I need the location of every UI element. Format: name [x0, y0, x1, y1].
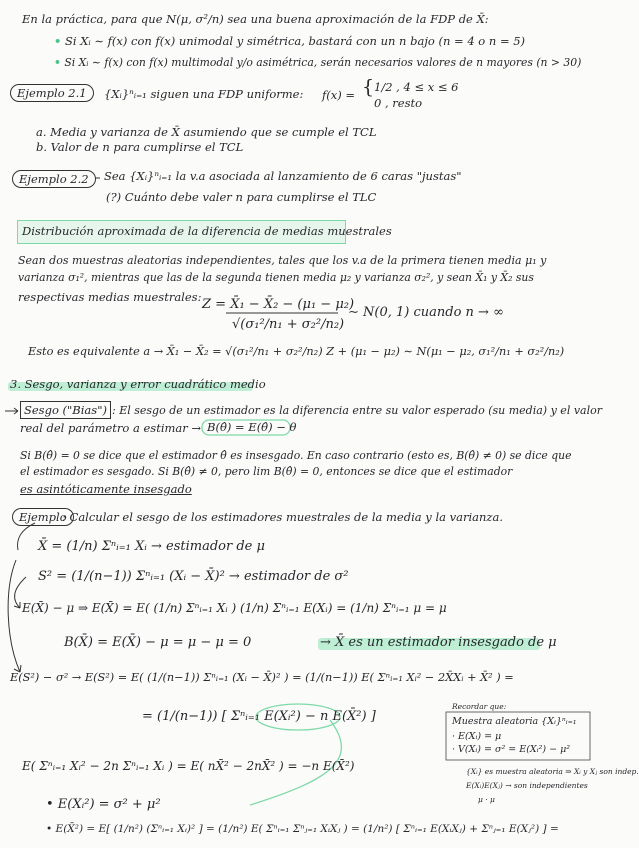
section-diff-p1: Sean dos muestras aleatorias independientes, tales que los v.a de la primera tienen media μ₁ y — [18, 254, 547, 267]
equivalence-line: Esto es equivalente a → X̄₁ − X̄₂ = √(σ₁²/n₁ + σ₂²/n₂) Z + (μ₁ − μ₂) ∼ N(μ₁ − μ₂, σ₁²/n₁ + σ₂²/n₂) — [28, 345, 565, 358]
xbar-estimator: X̄ = (1/n) Σⁿᵢ₌₁ Xᵢ → estimador de μ — [38, 539, 265, 554]
side-note-2: E(Xᵢ)E(Xⱼ) → son independientes — [466, 781, 588, 790]
ejemplo-2-2-line-2: (?) Cuánto debe valer n para cumplirse el TLC — [106, 190, 377, 204]
expectation-s2: E(S²) − σ² → E(S²) = E( (1/(n−1)) Σⁿᵢ₌₁ (Xᵢ − X̄)² ) = (1/(n−1)) E( Σⁿᵢ₌₁ Xᵢ² − 2X̄Xᵢ + X̄² ) = — [10, 671, 514, 684]
reminder-line-2: · E(Xᵢ) = μ — [452, 731, 502, 742]
side-note-1: {Xᵢ} es muestra aleatoria ⇒ Xᵢ y Xⱼ son indep. — [466, 767, 639, 776]
expectation-xbar2: • E(X̄²) = E[ (1/n²) (Σⁿᵢ₌₁ Xᵢ)² ] = (1/n²) E( Σⁿᵢ₌₁ Σⁿⱼ₌₁ XᵢXⱼ ) = (1/n²) [ Σⁿᵢ₌₁ E(XᵢXⱼ) + Σⁿⱼ₌₁ E(Xⱼ²) ] = — [46, 823, 559, 835]
ejemplo-2-1-tag: Ejemplo 2.1 — [10, 88, 94, 100]
z-distribution: ∼ N(0, 1) cuando n → ∞ — [348, 305, 504, 320]
side-note-3: μ · μ — [478, 795, 495, 804]
reminder-line-3: · V(Xᵢ) = σ² = E(Xᵢ²) − μ² — [452, 744, 571, 755]
ejemplo-2-1-fx: f(x) = — [322, 88, 356, 102]
reminder-line-1: Muestra aleatoria {Xᵢ}ⁿᵢ₌₁ — [452, 716, 577, 727]
bias-xbar: B(X̄) = E(X̄) − μ = μ − μ = 0 — [64, 635, 252, 650]
intro-bullet-1-text: Si Xᵢ ∼ f(x) con f(x) unimodal y simétrica, bastará con un n bajo (n = 4 o n = 5) — [65, 34, 526, 48]
expectation-xi2: • E(Xᵢ²) = σ² + μ² — [46, 797, 161, 812]
expectation-xbar: E(X̄) − μ ⇒ E(X̄) = E( (1/n) Σⁿᵢ₌₁ Xᵢ ) (1/n) Σⁿᵢ₌₁ E(Xᵢ) = (1/n) Σⁿᵢ₌₁ μ = μ — [22, 601, 447, 615]
s2-estimator: S² = (1/(n−1)) Σⁿᵢ₌₁ (Xᵢ − X̄)² → estimador de σ² — [38, 569, 349, 584]
ejemplo-2-1-text: {Xᵢ}ⁿᵢ₌₁ siguen una FDP uniforme: — [104, 87, 304, 101]
intro-line: En la práctica, para que N(μ, σ²/n) sea una buena aproximación de la FDP de X̄: — [22, 12, 489, 26]
ejemplo-2-1-question-a: a. Media y varianza de X̄ asumiendo que se cumple el TCL — [36, 125, 377, 139]
intro-bullet-1: • Si Xᵢ ∼ f(x) con f(x) unimodal y simétrica, bastará con un n bajo (n = 4 o n = 5) — [54, 34, 526, 48]
section-diff-title: Distribución aproximada de la diferencia de medias muestrales — [22, 224, 392, 238]
section-diff-p3: respectivas medias muestrales: — [18, 290, 202, 304]
intro-bullet-2: • Si Xᵢ ∼ f(x) con f(x) multimodal y/o asimétrica, serán necesarios valores de n mayores (n > 30) — [54, 56, 582, 69]
ejemplo-2-1-case-1: 1/2 , 4 ≤ x ≤ 6 — [374, 80, 459, 94]
section-sesgo-title: 3. Sesgo, varianza y error cuadrático medio — [10, 377, 266, 391]
ejemplo-tag: Ejemplo — [12, 512, 74, 524]
ejemplo-2-1-question-b: b. Valor de n para cumplirse el TCL — [36, 140, 244, 154]
brace-icon: { — [362, 76, 375, 98]
sesgo-p3: es asintóticamente insesgado — [20, 482, 192, 496]
sesgo-def-1: : El sesgo de un estimador es la diferencia entre su valor esperado (su media) y el valor — [112, 404, 602, 417]
z-numerator: Z = X̄₁ − X̄₂ − (μ₁ − μ₂) — [202, 297, 355, 312]
ejemplo-2-2-line-1: Sea {Xᵢ}ⁿᵢ₌₁ la v.a asociada al lanzamiento de 6 caras "justas" — [104, 169, 462, 183]
ejemplo-2-2-tag: Ejemplo 2.2 — [12, 174, 96, 186]
bias-xbar-result: → X̄ es un estimador insesgado de μ — [320, 635, 557, 650]
sesgo-def-2: real del parámetro a estimar → — [20, 421, 202, 435]
intro-bullet-2-text: Si Xᵢ ∼ f(x) con f(x) multimodal y/o asimétrica, serán necesarios valores de n mayores (n > 30) — [64, 56, 582, 69]
z-denominator: √(σ₁²/n₁ + σ₂²/n₂) — [232, 317, 345, 332]
section-diff-p2: varianza σ₁², mientras que las de la segunda tienen media μ₂ y varianza σ₂², y sean X̄₁ y X̄₂ sus — [18, 271, 534, 284]
expectation-s2-step: = (1/(n−1)) [ Σⁿᵢ₌₁ E(Xᵢ²) − n E(X̄²) ] — [142, 709, 376, 724]
sesgo-p2: el estimador es sesgado. Si B(θ̂) ≠ 0, pero lim B(θ̂) = 0, entonces se dice que el estimador — [20, 465, 513, 478]
sesgo-p1: Si B(θ̂) = 0 se dice que el estimador θ̂ es insesgado. En caso contrario (esto es, B(θ̂) ≠ 0) se dice que — [20, 449, 572, 462]
ejemplo-2-1-case-2: 0 , resto — [374, 96, 423, 110]
ejemplo-text: : Calcular el sesgo de los estimadores muestrales de la media y la varianza. — [62, 510, 503, 524]
bias-formula: B(θ̂) = E(θ̂) − θ — [207, 420, 297, 434]
reminder-title: Recordar que: — [452, 702, 507, 711]
sesgo-tag: Sesgo ("Bias") — [20, 405, 111, 417]
expectation-sum-expansion: E( Σⁿᵢ₌₁ Xᵢ² − 2n Σⁿᵢ₌₁ Xᵢ ) = E( nX̄² − 2nX̄² ) = −n E(X̄²) — [22, 759, 355, 773]
